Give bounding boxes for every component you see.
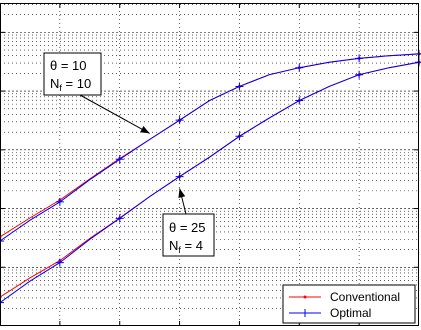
annotation-theta: θ = 10 [50, 58, 87, 73]
plot-area [0, 3, 419, 326]
annotation-nf: $N_f = 4$ [169, 238, 203, 255]
legend [283, 285, 415, 323]
legend-label-optimal: Optimal [330, 306, 372, 320]
annotation-nf: $N_f = 10$ [50, 76, 92, 93]
annotation-theta: θ = 25 [169, 220, 206, 235]
legend-label-conventional: Conventional [330, 290, 401, 304]
legend-marker-conventional [304, 296, 307, 299]
